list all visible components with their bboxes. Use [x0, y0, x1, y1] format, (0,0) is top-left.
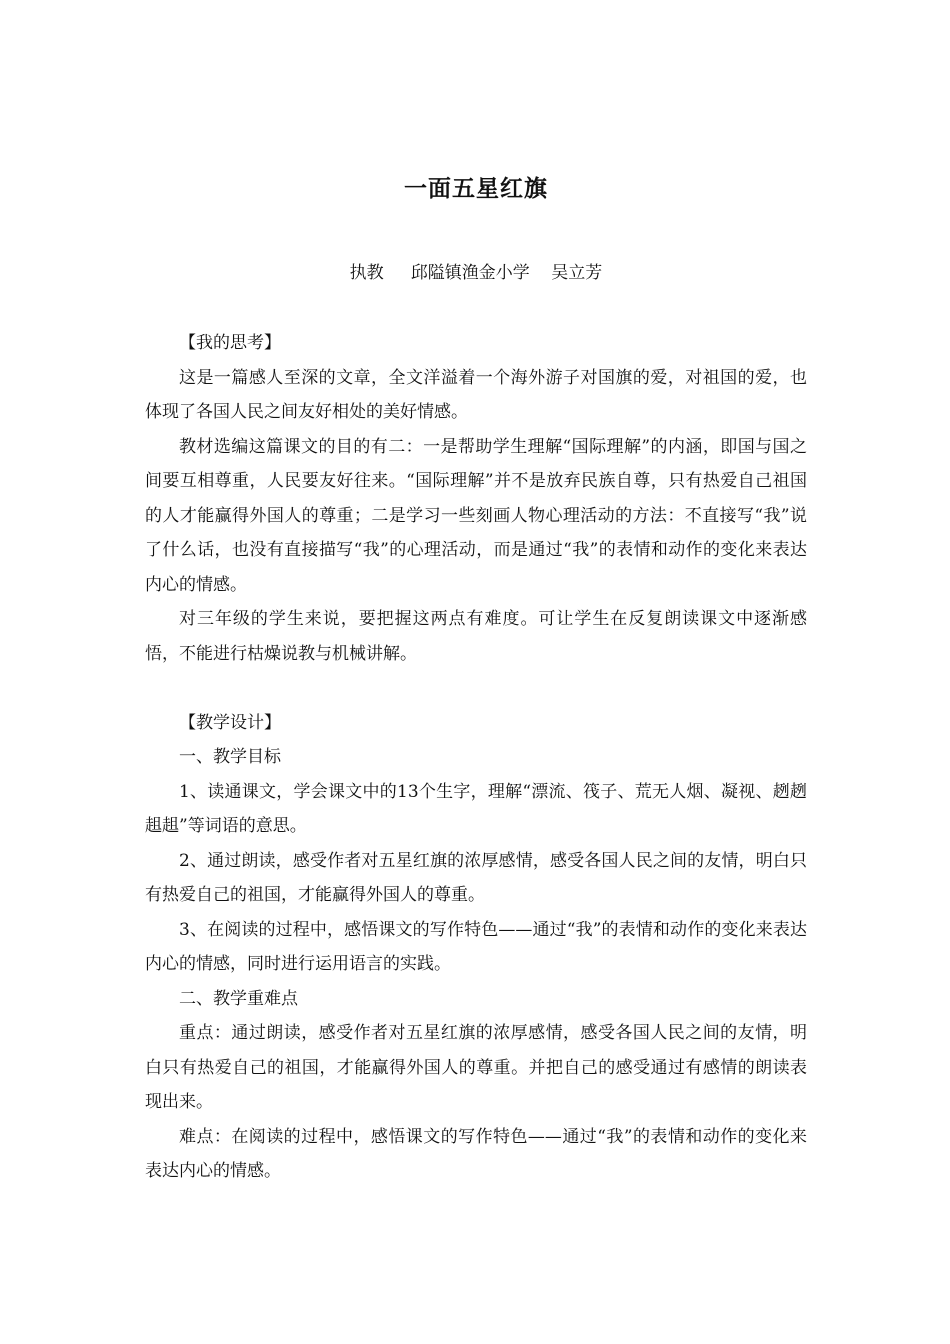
paragraph: 3、在阅读的过程中，感悟课文的写作特色——通过“我”的表情和动作的变化来表达内心的情感，同时进行运用语言的实践。	[145, 919, 807, 974]
paragraph: 2、通过朗读，感受作者对五星红旗的浓厚感情，感受各国人民之间的友情，明白只有热爱自己的祖国，才能赢得外国人的尊重。	[145, 850, 807, 905]
document-body	[145, 326, 807, 1189]
paragraph: 难点：在阅读的过程中，感悟课文的写作特色——通过“我”的表情和动作的变化来表达内心的情感。	[145, 1126, 807, 1181]
paragraph: 1、读通课文，学会课文中的13个生字，理解“漂流、筏子、荒无人烟、凝视、趔趔趄趄”等词语的意思。	[145, 781, 807, 836]
paragraph: 教材选编这篇课文的目的有二：一是帮助学生理解“国际理解”的内涵，即国与国之间要互相尊重，人民要友好往来。“国际理解”并不是放弃民族自尊，只有热爱自己祖国的人才能赢得外国人的尊重；二是学习一些刻画人物心理活动的方法：不直接写“我”说了什么话，也没有直接描写“我”的心理活动，而是通过“我”的表情和动作的变化来表达内心的情感。	[145, 436, 807, 595]
section-heading-design: 【教学设计】	[179, 712, 281, 733]
paragraph: 重点：通过朗读，感受作者对五星红旗的浓厚感情，感受各国人民之间的友情，明白只有热爱自己的祖国，才能赢得外国人的尊重。并把自己的感受通过有感情的朗读表现出来。	[145, 1023, 807, 1112]
paragraph: 这是一篇感人至深的文章，全文洋溢着一个海外游子对国旗的爱，对祖国的爱，也体现了各国人民之间友好相处的美好情感。	[145, 367, 807, 422]
author-line: 执教 邱隘镇渔金小学 吴立芳	[349, 263, 603, 283]
subheading-goals: 一、教学目标	[179, 747, 281, 767]
subheading-key-points: 二、教学重难点	[179, 988, 298, 1009]
document-title: 一面五星红旗	[404, 176, 548, 202]
paragraph: 对三年级的学生来说，要把握这两点有难度。可让学生在反复朗读课文中逐渐感悟，不能进行枯燥说教与机械讲解。	[145, 609, 807, 664]
section-heading-thinking: 【我的思考】	[179, 333, 281, 353]
